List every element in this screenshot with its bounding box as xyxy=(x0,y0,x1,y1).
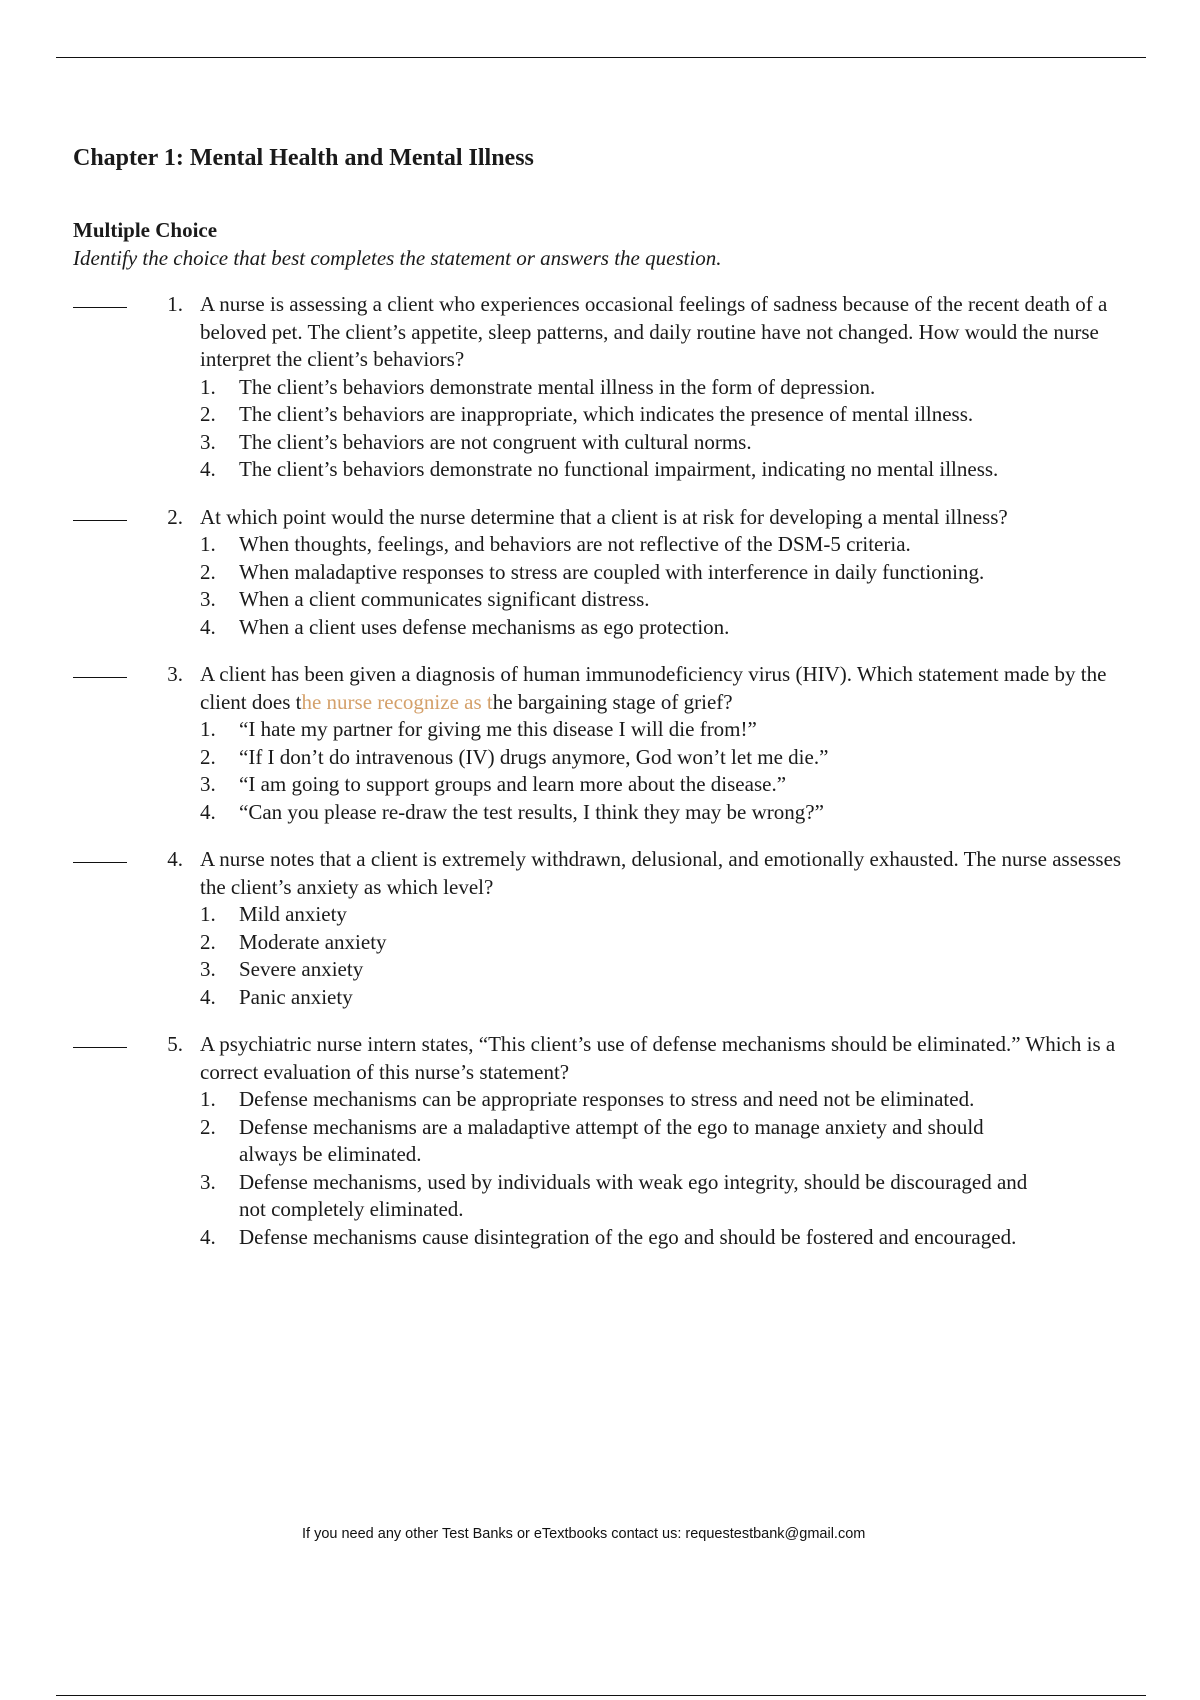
option-number: 2. xyxy=(200,929,216,954)
instructions: Identify the choice that best completes the statement or answers the question. xyxy=(73,246,722,270)
option-number: 3. xyxy=(200,587,216,611)
option xyxy=(73,586,1039,614)
option xyxy=(73,984,1039,1012)
option-text: Moderate anxiety xyxy=(239,929,387,954)
answer-blank xyxy=(73,307,127,308)
question-text xyxy=(200,661,1150,716)
question-text: At which point would the nurse determine that a client is at risk for developing a mental illness? xyxy=(200,504,1008,529)
option xyxy=(73,799,1039,827)
watermark-overlay: he nurse recognize as t xyxy=(301,689,493,714)
option xyxy=(73,614,1039,642)
question-number: 3. xyxy=(167,662,183,686)
option-number: 2. xyxy=(200,744,216,769)
answer-blank xyxy=(73,677,127,678)
question-text: A nurse notes that a client is extremely withdrawn, delusional, and emotionally exhausted. The nurse assesses the client’s anxiety as which level? xyxy=(200,847,1122,899)
option-number: 4. xyxy=(200,457,216,481)
option-number: 3. xyxy=(200,957,216,981)
option-number: 4. xyxy=(200,1224,216,1249)
question-3 xyxy=(73,661,1153,826)
option-text: “I hate my partner for giving me this disease I will die from!” xyxy=(239,717,757,741)
option-number: 3. xyxy=(200,1169,216,1194)
option-number: 4. xyxy=(200,799,216,824)
option xyxy=(73,744,1039,772)
footer-contact-text: If you need any other Test Banks or eTextbooks contact us: requestestbank@gmail.com xyxy=(302,1526,866,1542)
question-number: 2. xyxy=(167,504,183,529)
option-text: The client’s behaviors are inappropriate, which indicates the presence of mental illness. xyxy=(239,402,974,426)
option-text: “I am going to support groups and learn more about the disease.” xyxy=(239,772,787,796)
question-number: 1. xyxy=(167,292,183,316)
option-text: When maladaptive responses to stress are coupled with interference in daily functioning. xyxy=(239,559,985,584)
option xyxy=(73,716,1039,744)
option-list xyxy=(73,374,1153,484)
option xyxy=(73,456,1039,484)
option xyxy=(73,374,1039,402)
option xyxy=(73,531,1039,559)
answer-blank xyxy=(73,862,127,863)
question-text: A psychiatric nurse intern states, “This client’s use of defense mechanisms should be eliminated.” Which is a correct evaluation of this nurse’s statement? xyxy=(200,1032,1116,1084)
option-number: 1. xyxy=(200,374,216,399)
option-number: 2. xyxy=(200,1114,216,1139)
option-text: The client’s behaviors are not congruent with cultural norms. xyxy=(239,429,752,454)
option-number: 2. xyxy=(200,559,216,584)
option-text: The client’s behaviors demonstrate mental illness in the form of depression. xyxy=(239,374,876,399)
option-number: 3. xyxy=(200,772,216,796)
question-text-part: A client has been given a diagnosis of human immunodeficiency virus (HIV). Which statement made by the client does t xyxy=(200,662,1107,714)
document-body xyxy=(73,142,1153,1251)
question-number: 4. xyxy=(167,847,183,871)
option-text: Severe anxiety xyxy=(239,957,364,981)
option-text: “If I don’t do intravenous (IV) drugs anymore, God won’t let me die.” xyxy=(239,744,829,769)
option xyxy=(73,1086,1039,1114)
option xyxy=(73,901,1039,929)
option-text: When thoughts, feelings, and behaviors are not reflective of the DSM-5 criteria. xyxy=(239,532,911,556)
question-list xyxy=(73,291,1153,1251)
option-number: 1. xyxy=(200,1087,216,1111)
option-number: 4. xyxy=(200,984,216,1009)
option-text: When a client uses defense mechanisms as ego protection. xyxy=(239,614,730,639)
option-list xyxy=(73,716,1153,826)
option-text: “Can you please re-draw the test results, I think they may be wrong?” xyxy=(239,799,824,824)
option xyxy=(73,1114,1039,1169)
option-number: 2. xyxy=(200,402,216,426)
question-2 xyxy=(73,504,1153,642)
option-text: Defense mechanisms, used by individuals with weak ego integrity, should be discouraged and not completely eliminated. xyxy=(239,1169,1028,1221)
option-text: Panic anxiety xyxy=(239,984,353,1009)
option xyxy=(73,771,1039,799)
option-number: 3. xyxy=(200,429,216,454)
option-text: Mild anxiety xyxy=(239,902,347,926)
option-text: Defense mechanisms cause disintegration of the ego and should be fostered and encouraged. xyxy=(239,1224,1017,1249)
question-text-part: he bargaining stage of grief? xyxy=(492,689,733,714)
option xyxy=(73,559,1039,587)
option-number: 4. xyxy=(200,614,216,639)
answer-blank xyxy=(73,1047,127,1048)
section-title: Multiple Choice xyxy=(73,218,218,242)
answer-blank xyxy=(73,520,127,521)
question-text: A nurse is assessing a client who experiences occasional feelings of sadness because of the recent death of a beloved pet. The client’s appetite, sleep patterns, and daily routine have not changed. How would the nurse interpret the client’s behaviors? xyxy=(200,292,1108,371)
option xyxy=(73,929,1039,957)
question-5 xyxy=(73,1031,1153,1251)
option-text: When a client communicates significant distress. xyxy=(239,587,650,611)
option-number: 1. xyxy=(200,902,216,926)
option-list xyxy=(73,531,1153,641)
bottom-rule xyxy=(56,1695,1146,1696)
option xyxy=(73,1169,1039,1224)
option-text: Defense mechanisms can be appropriate responses to stress and need not be eliminated. xyxy=(239,1087,975,1111)
question-4 xyxy=(73,846,1153,1011)
question-1 xyxy=(73,291,1153,484)
option xyxy=(73,429,1039,457)
option-number: 1. xyxy=(200,532,216,556)
option-list xyxy=(73,1086,1153,1251)
chapter-title: Chapter 1: Mental Health and Mental Illness xyxy=(73,145,534,171)
option xyxy=(73,956,1039,984)
option-text: The client’s behaviors demonstrate no functional impairment, indicating no mental illness. xyxy=(239,457,999,481)
option xyxy=(73,1224,1039,1252)
option-list xyxy=(73,901,1153,1011)
option-number: 1. xyxy=(200,717,216,741)
question-number: 5. xyxy=(167,1032,183,1056)
top-rule xyxy=(56,57,1146,58)
option xyxy=(73,401,1039,429)
option-text: Defense mechanisms are a maladaptive attempt of the ego to manage anxiety and should always be eliminated. xyxy=(239,1114,984,1166)
